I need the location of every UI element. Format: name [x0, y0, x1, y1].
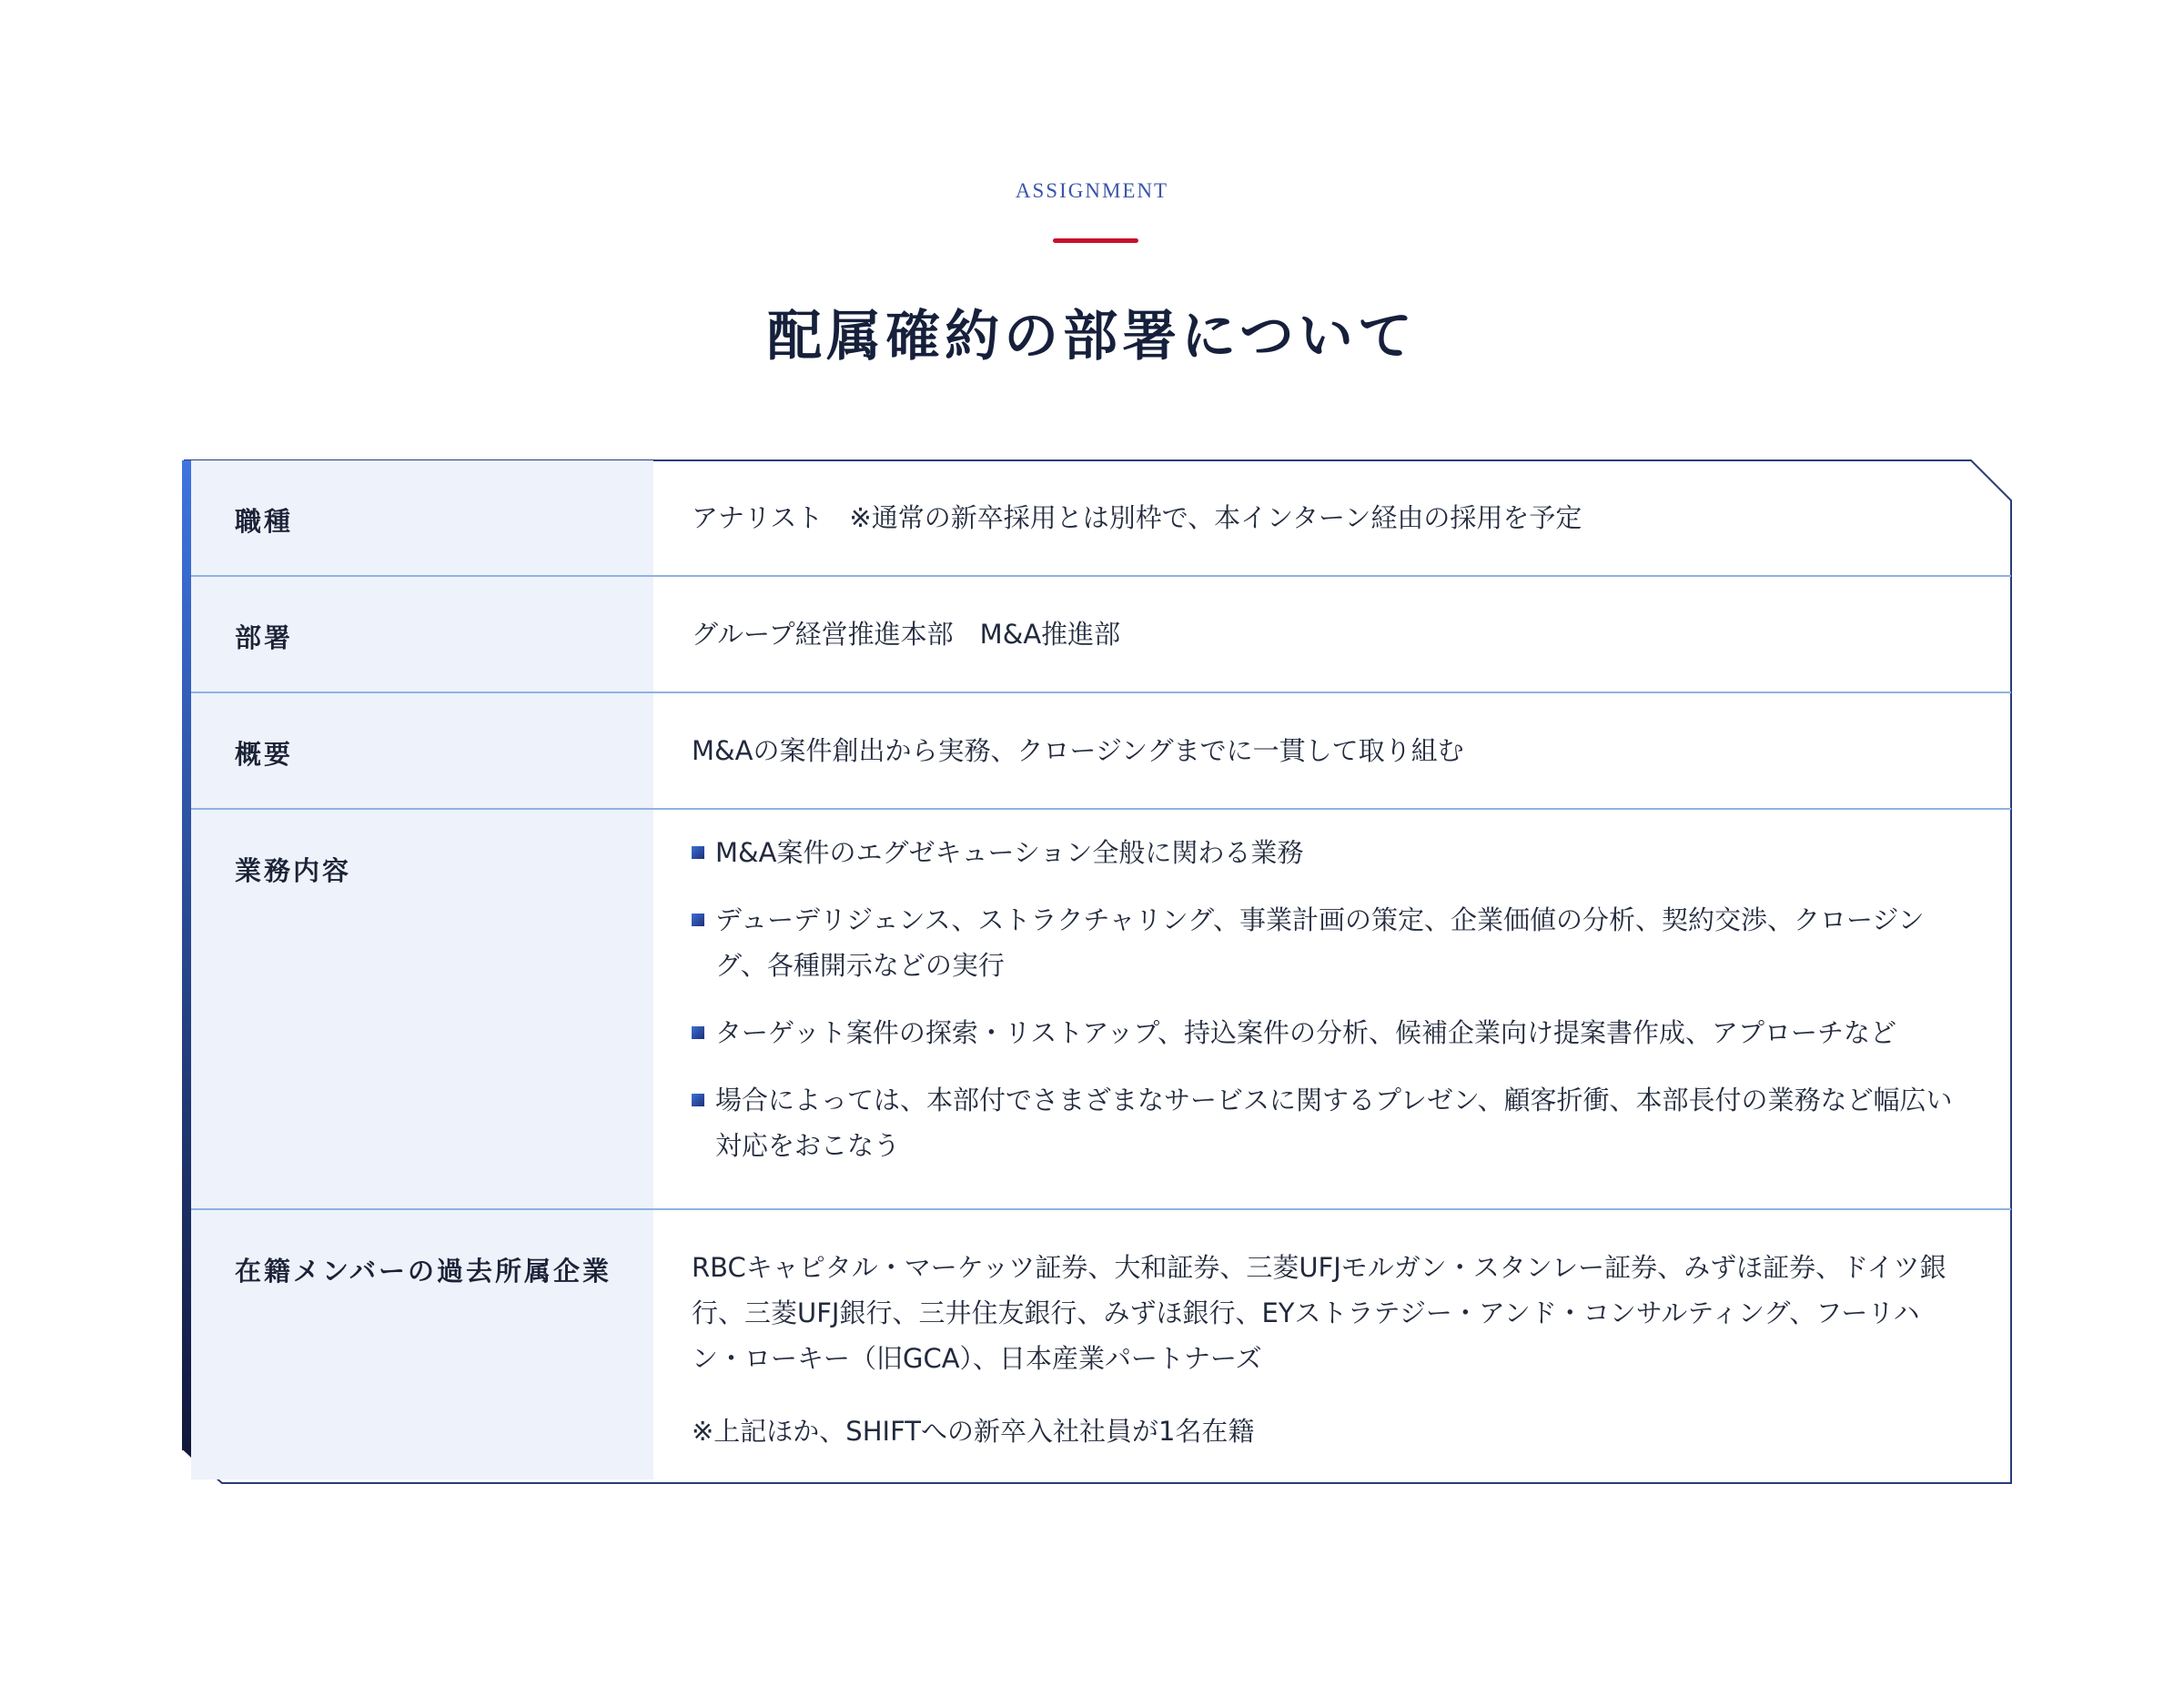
list-item — [692, 897, 1966, 988]
row-label: 概要 — [191, 693, 653, 808]
square-bullet-icon — [692, 914, 704, 926]
row-value: グループ経営推進本部 M&A推進部 — [692, 619, 1121, 650]
row-value — [653, 1210, 2011, 1479]
table-row-duties — [191, 810, 2011, 1210]
list-item — [692, 830, 1966, 875]
square-bullet-icon — [692, 1094, 704, 1106]
list-item — [692, 1077, 1966, 1168]
row-label: 業務内容 — [191, 810, 653, 1208]
section-eyebrow: ASSIGNMENT — [1015, 179, 1169, 202]
row-label: 部署 — [191, 577, 653, 692]
table-row-overview — [191, 693, 2011, 810]
list-item-text: デューデリジェンス、ストラクチャリング、事業計画の策定、企業価値の分析、契約交渉、クロージング、各種開示などの実行 — [715, 904, 1925, 981]
assignment-table — [182, 459, 2013, 1485]
page-title: 配属確約の部署について — [767, 305, 1417, 368]
row-value — [653, 810, 2011, 1208]
row-label: 職種 — [191, 460, 653, 575]
list-item-text: 場合によっては、本部付でさまざまなサービスに関するプレゼン、顧客折衝、本部長付の業務など幅広い対応をおこなう — [715, 1085, 1953, 1161]
duties-list — [692, 830, 1966, 1168]
square-bullet-icon — [692, 846, 704, 859]
members-note: ※上記ほか、SHIFTへの新卒入社社員が1名在籍 — [692, 1416, 1255, 1447]
list-item-text: ターゲット案件の探索・リストアップ、持込案件の分析、候補企業向け提案書作成、アプローチなど — [715, 1017, 1897, 1048]
past-companies-text: RBCキャピタル・マーケッツ証券、大和証券、三菱UFJモルガン・スタンレー証券、みずほ証券、ドイツ銀行、三菱UFJ銀行、三井住友銀行、みずほ銀行、EYストラテジー・アンド・コンサルティング、フーリハン・ローキー（旧GCA）、日本産業パートナーズ — [692, 1252, 1946, 1374]
square-bullet-icon — [692, 1026, 704, 1039]
table-row-department — [191, 577, 2011, 693]
row-label: 在籍メンバーの過去所属企業 — [191, 1210, 653, 1479]
row-value: M&Aの案件創出から実務、クロージングまでに一貫して取り組む — [692, 735, 1464, 766]
table-row-past-companies — [191, 1210, 2011, 1479]
accent-divider — [1053, 238, 1138, 243]
row-value: アナリスト ※通常の新卒採用とは別枠で、本インターン経由の採用を予定 — [692, 502, 1582, 533]
list-item — [692, 1010, 1966, 1055]
list-item-text: M&A案件のエグゼキューション全般に関わる業務 — [715, 837, 1304, 868]
table-row-job-type — [191, 460, 2011, 577]
